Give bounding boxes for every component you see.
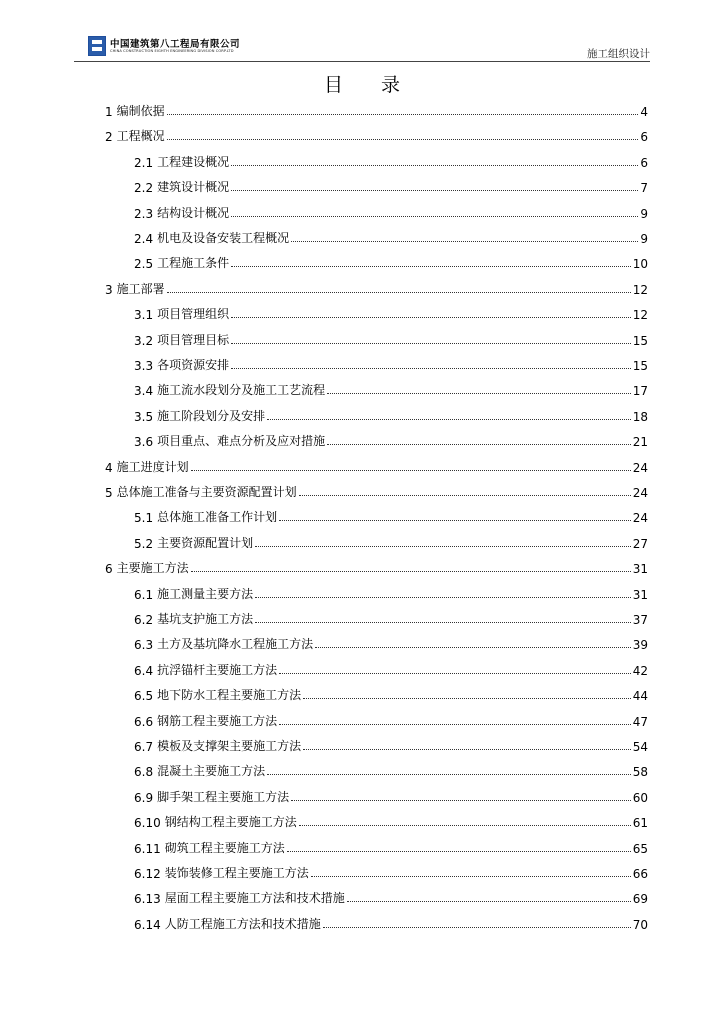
toc-entry-page: 21 — [632, 435, 648, 450]
toc-entry-number: 6.4 — [134, 663, 154, 678]
toc-entry-page: 6 — [640, 155, 648, 170]
toc-dot-leader — [347, 901, 631, 902]
toc-entry-title: 钢筋工程主要施工方法 — [157, 713, 278, 728]
toc-dot-leader — [279, 673, 631, 674]
toc-entry-page: 39 — [632, 638, 648, 653]
toc-entry-number: 3.4 — [134, 384, 154, 399]
toc-dot-leader — [303, 749, 631, 750]
toc-entry-title: 工程概况 — [116, 129, 165, 144]
toc-dot-leader — [231, 317, 631, 318]
company-logo-icon — [88, 36, 106, 56]
toc-entry-title: 主要资源配置计划 — [157, 535, 254, 550]
toc-entry-number: 5.2 — [134, 536, 154, 551]
toc-dot-leader — [323, 927, 631, 928]
toc-entry[interactable] — [134, 607, 648, 627]
toc-entry-page: 18 — [632, 409, 648, 424]
toc-entry-title: 各项资源安排 — [157, 358, 230, 372]
toc-entry-page: 12 — [632, 282, 648, 297]
toc-entry-page: 24 — [632, 460, 648, 475]
toc-entry-title: 施工测量主要方法 — [157, 586, 254, 601]
toc-entry-title: 工程建设概况 — [157, 154, 230, 169]
toc-dot-leader — [299, 495, 631, 496]
toc-dot-leader — [291, 800, 631, 801]
toc-entry-number: 3.6 — [134, 435, 154, 450]
toc-entry-number: 3.1 — [134, 308, 154, 323]
toc-entry-title: 项目管理组织 — [157, 307, 230, 322]
toc-dot-leader — [231, 266, 631, 267]
toc-entry-title: 装饰装修工程主要施工方法 — [164, 866, 309, 880]
toc-entry[interactable] — [134, 429, 648, 449]
page-header — [88, 36, 650, 62]
toc-entry[interactable] — [134, 785, 648, 805]
toc-entry[interactable] — [134, 531, 648, 551]
toc-entry-title: 主要施工方法 — [116, 561, 189, 576]
toc-entry[interactable] — [105, 556, 648, 576]
company-name: 中国建筑第八工程局有限公司 — [110, 39, 241, 50]
toc-entry-number: 6.8 — [134, 765, 154, 780]
toc-entry-title: 屋面工程主要施工方法和技术措施 — [164, 891, 345, 906]
toc-entry-number: 6.3 — [134, 638, 154, 653]
toc-dot-leader — [191, 571, 631, 572]
toc-entry[interactable] — [134, 582, 648, 602]
toc-entry-title: 总体施工准备与主要资源配置计划 — [116, 485, 297, 499]
toc-entry-title: 砌筑工程主要施工方法 — [164, 840, 285, 855]
toc-entry-title: 人防工程施工方法和技术措施 — [164, 916, 321, 931]
toc-entry-page: 24 — [632, 486, 648, 500]
toc-entry-title: 基坑支护施工方法 — [157, 612, 254, 626]
toc-entry-page: 65 — [632, 841, 648, 856]
toc-entry-number: 6.2 — [134, 613, 154, 627]
toc-entry-page: 9 — [640, 232, 648, 246]
toc-entry[interactable] — [134, 404, 648, 424]
toc-entry-title: 模板及支撑架主要施工方法 — [157, 739, 302, 753]
toc-entry-title: 钢结构工程主要施工方法 — [164, 815, 297, 830]
toc-entry-title: 项目重点、难点分析及应对措施 — [157, 434, 326, 449]
toc-entry-page: 17 — [632, 384, 648, 399]
toc-dot-leader — [167, 292, 631, 293]
toc-dot-leader — [167, 114, 639, 115]
toc-entry[interactable] — [134, 632, 648, 652]
toc-entry[interactable] — [105, 277, 648, 297]
toc-entry-page: 15 — [632, 333, 648, 348]
toc-entry-page: 10 — [632, 257, 648, 272]
toc-entry-page: 54 — [632, 740, 648, 754]
toc-dot-leader — [315, 647, 631, 648]
toc-entry-number: 3.2 — [134, 333, 154, 348]
toc-dot-leader — [279, 724, 631, 725]
toc-entry[interactable] — [105, 480, 648, 500]
toc-entry-page: 6 — [640, 130, 648, 145]
toc-entry[interactable] — [134, 861, 648, 881]
toc-title: 目 录 — [323, 74, 417, 96]
toc-entry-title: 总体施工准备工作计划 — [157, 510, 278, 525]
toc-entry-title: 抗浮锚杆主要施工方法 — [157, 662, 278, 677]
toc-entry[interactable] — [134, 175, 648, 195]
toc-entry[interactable] — [134, 709, 648, 729]
toc-entry-number: 2.2 — [134, 181, 154, 196]
toc-entry[interactable] — [134, 251, 648, 271]
toc-entry[interactable] — [105, 455, 648, 475]
header-divider — [74, 61, 650, 62]
toc-entry[interactable] — [134, 353, 648, 373]
toc-entry-number: 5 — [105, 486, 113, 500]
toc-entry-number: 6.12 — [134, 867, 161, 881]
toc-entry-number: 6.1 — [134, 587, 154, 602]
toc-dot-leader — [267, 774, 631, 775]
toc-entry-page: 4 — [640, 105, 648, 119]
toc-entry[interactable] — [134, 658, 648, 678]
toc-entry-page: 44 — [632, 689, 648, 704]
toc-entry-number: 6 — [105, 562, 113, 577]
toc-entry-number: 6.9 — [134, 790, 154, 805]
toc-dot-leader — [267, 419, 631, 420]
toc-dot-leader — [311, 876, 631, 877]
toc-entry-number: 3 — [105, 282, 113, 297]
company-name-english: CHINA CONSTRUCTION EIGHTH ENGINEERING DIVISION CORP.LTD — [110, 49, 234, 53]
toc-entry-number: 3.5 — [134, 409, 154, 424]
toc-entry-title: 脚手架工程主要施工方法 — [157, 789, 290, 804]
toc-dot-leader — [303, 698, 631, 699]
toc-dot-leader — [255, 622, 631, 623]
toc-entry-title: 地下防水工程主要施工方法 — [157, 688, 302, 703]
toc-entry-number: 6.7 — [134, 740, 154, 754]
toc-entry-number: 6.10 — [134, 816, 161, 831]
toc-entry[interactable] — [105, 124, 648, 144]
toc-entry-title: 施工部署 — [116, 281, 165, 296]
toc-entry-page: 61 — [632, 816, 648, 831]
toc-entry-title: 机电及设备安装工程概况 — [157, 231, 290, 245]
toc-entry-number: 2.1 — [134, 155, 154, 170]
toc-entry[interactable] — [134, 201, 648, 221]
toc-entry-page: 60 — [632, 790, 648, 805]
toc-entry-number: 2.3 — [134, 206, 154, 221]
toc-entry[interactable] — [134, 836, 648, 856]
toc-entry-number: 6.14 — [134, 917, 161, 932]
toc-entry[interactable] — [134, 150, 648, 170]
toc-entry-title: 施工进度计划 — [116, 459, 189, 474]
toc-dot-leader — [231, 343, 631, 344]
toc-entry-title: 项目管理目标 — [157, 332, 230, 347]
toc-entry-title: 施工阶段划分及安排 — [157, 408, 266, 423]
toc-entry-number: 1 — [105, 105, 113, 119]
toc-entry[interactable] — [134, 302, 648, 322]
toc-entry-number: 6.13 — [134, 892, 161, 907]
toc-dot-leader — [291, 241, 638, 242]
toc-entry[interactable] — [134, 759, 648, 779]
toc-entry-number: 6.11 — [134, 841, 161, 856]
toc-entry-title: 工程施工条件 — [157, 256, 230, 271]
toc-entry[interactable] — [134, 505, 648, 525]
toc-dot-leader — [231, 368, 631, 369]
toc-entry-title: 建筑设计概况 — [157, 180, 230, 195]
toc-entry-page: 12 — [632, 308, 648, 323]
toc-dot-leader — [191, 470, 631, 471]
toc-entry-page: 15 — [632, 359, 648, 373]
toc-entry[interactable] — [134, 226, 648, 246]
toc-entry-page: 31 — [632, 587, 648, 602]
toc-entry-page: 9 — [640, 206, 648, 221]
toc-entry[interactable] — [134, 734, 648, 754]
toc-entry[interactable] — [134, 886, 648, 906]
toc-entry-number: 6.5 — [134, 689, 154, 704]
toc-dot-leader — [255, 597, 631, 598]
toc-entry[interactable] — [134, 683, 648, 703]
toc-entry-title: 结构设计概况 — [157, 205, 230, 220]
toc-entry-title: 混凝土主要施工方法 — [157, 764, 266, 779]
toc-dot-leader — [231, 165, 638, 166]
document-type: 施工组织设计 — [587, 48, 650, 60]
toc-entry-page: 31 — [632, 562, 648, 577]
toc-entry-page: 27 — [632, 536, 648, 551]
toc-entry-page: 7 — [640, 181, 648, 196]
toc-entry-title: 编制依据 — [116, 104, 165, 118]
toc-entry-page: 47 — [632, 714, 648, 729]
toc-entry-page: 66 — [632, 867, 648, 881]
toc-dot-leader — [327, 393, 631, 394]
toc-dot-leader — [231, 190, 638, 191]
toc-dot-leader — [327, 444, 631, 445]
toc-entry-number: 3.3 — [134, 359, 154, 373]
toc-entry-title: 土方及基坑降水工程施工方法 — [157, 637, 314, 652]
toc-entry-page: 24 — [632, 511, 648, 526]
toc-entry[interactable] — [134, 810, 648, 830]
toc-entry-page: 42 — [632, 663, 648, 678]
toc-entry-page: 37 — [632, 613, 648, 627]
toc-entry-page: 58 — [632, 765, 648, 780]
toc-dot-leader — [287, 851, 631, 852]
toc-dot-leader — [167, 139, 639, 140]
toc-entry-number: 6.6 — [134, 714, 154, 729]
toc-entry-number: 2 — [105, 130, 113, 145]
toc-entry-number: 4 — [105, 460, 113, 475]
toc-entry-title: 施工流水段划分及施工工艺流程 — [157, 383, 326, 398]
toc-entry-number: 2.5 — [134, 257, 154, 272]
toc-entry-number: 5.1 — [134, 511, 154, 526]
toc-entry[interactable] — [134, 912, 648, 932]
toc-dot-leader — [231, 216, 638, 217]
toc-entry[interactable] — [134, 378, 648, 398]
toc-dot-leader — [299, 825, 631, 826]
toc-entry-number: 2.4 — [134, 232, 154, 246]
toc-entry[interactable] — [134, 328, 648, 348]
toc-entry-page: 69 — [632, 892, 648, 907]
toc-entry[interactable] — [105, 99, 648, 119]
toc-dot-leader — [279, 520, 631, 521]
toc-dot-leader — [255, 546, 631, 547]
toc-entry-page: 70 — [632, 917, 648, 932]
